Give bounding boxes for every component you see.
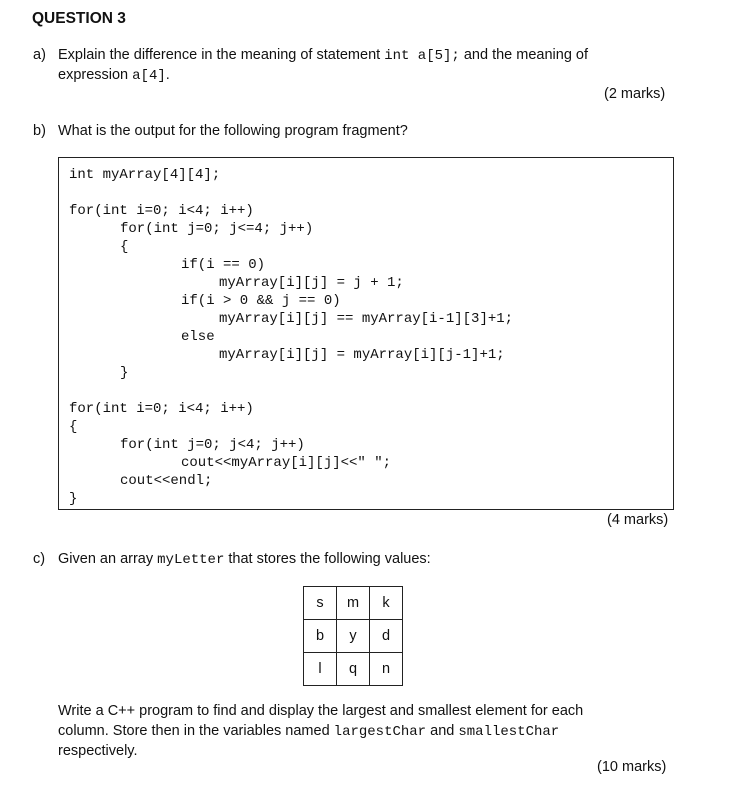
code-line: for(int j=0; j<4; j++) [120,437,305,453]
part-a-code-1: int a[5]; [384,48,460,64]
part-c-body-2b: and [430,723,455,739]
part-a-text-2: and the meaning of [463,47,589,63]
part-c-text-2: that stores the following values: [228,551,431,567]
table-cell: m [337,587,370,620]
code-line: if(i == 0) [181,257,266,273]
part-c-body-line-2 [58,723,559,740]
part-a-text-4: . [165,67,170,83]
code-line: myArray[i][j] == myArray[i-1][3]+1; [219,311,514,327]
part-a-label: a) [33,47,46,63]
code-line: if(i > 0 && j == 0) [181,293,341,309]
code-line: cout<<myArray[i][j]<<" "; [181,455,392,471]
part-c-intro [58,551,431,568]
code-line: for(int j=0; j<=4; j++) [120,221,314,237]
table-cell: b [304,620,337,653]
question-title: QUESTION 3 [32,10,126,27]
part-c-body-2a: column. Store then in the variables named [58,723,330,739]
code-line: for(int i=0; i<4; i++) [69,203,254,219]
part-c-body-line-3: respectively. [58,743,138,759]
table-cell: n [370,653,403,686]
part-a-line-1 [58,47,588,64]
code-line: myArray[i][j] = j + 1; [219,275,404,291]
table-cell: q [337,653,370,686]
table-cell: s [304,587,337,620]
part-a-text-3: expression [58,67,129,83]
code-line: cout<<endl; [120,473,213,489]
code-line: for(int i=0; i<4; i++) [69,401,254,417]
table-cell: k [370,587,403,620]
part-a-line-2 [58,67,170,84]
part-c-code-3: smallestChar [458,724,560,740]
code-listing [58,157,674,510]
table-cell: l [304,653,337,686]
table-row [304,587,403,620]
part-c-label: c) [33,551,46,567]
part-b-marks: (4 marks) [607,512,669,528]
table-row [304,620,403,653]
part-c-text-1: Given an array [58,551,154,567]
code-line: } [69,491,78,507]
code-line: { [69,419,78,435]
part-c-code-1: myLetter [157,552,225,568]
code-line: else [181,329,215,345]
table-cell: y [337,620,370,653]
code-line: } [120,365,129,381]
code-line: { [120,239,129,255]
part-b-label: b) [33,123,46,139]
part-c-marks: (10 marks) [597,759,667,775]
letter-table [303,586,403,686]
table-cell: d [370,620,403,653]
part-a-marks: (2 marks) [604,86,666,102]
code-line: int myArray[4][4]; [69,167,221,183]
part-b-question: What is the output for the following program fragment? [58,123,408,139]
part-a-code-2: a[4] [132,68,166,84]
part-c-body-line-1: Write a C++ program to find and display the largest and smallest element for each [58,703,584,719]
part-c-code-2: largestChar [333,724,427,740]
table-row [304,653,403,686]
part-a-text-1: Explain the difference in the meaning of statement [58,47,381,63]
code-line: myArray[i][j] = myArray[i][j-1]+1; [219,347,505,363]
